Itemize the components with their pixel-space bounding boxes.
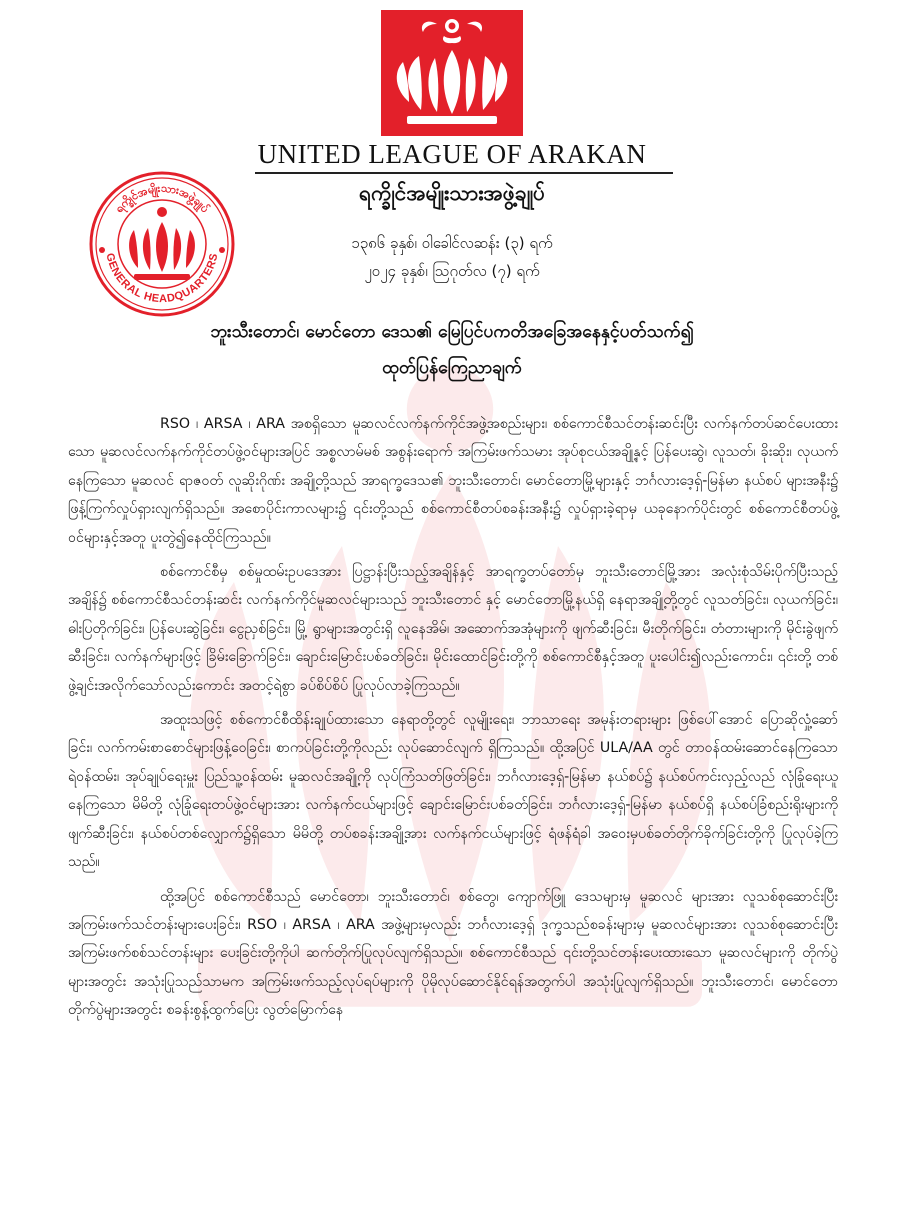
svg-text:GENERAL HEADQUARTERS: GENERAL HEADQUARTERS [103,251,221,306]
paragraph-4: ထို့အပြင် စစ်ကောင်စီသည် မောင်တော၊ ဘူးသီးတောင်၊ စစ်တွေ၊ ကျောက်ဖြူ ဒေသများမှ မူဆလင် များအား လူသစ်စုဆောင်းပြီး အကြမ်းဖက်သင်တန်းများပေးခြင်း၊ RSO ၊ ARSA ၊ ARA အဖွဲ့များမှလည်း ဘင်္ဂလားဒေ့ရှ် ဒုက္ခသည်စခန်းများမှ မူဆလင်များအား လူသစ်စုဆောင်းပြီး အကြမ်းဖက်စစ်သင်တန်းများ ပေးခြင်းတို့ကိုပါ ဆက်တိုက်ပြုလုပ်လျက်ရှိသည်။ စစ်ကောင်စီသည် ၎င်းတို့သင်တန်းပေးထားသော မူဆလင်များကို တိုက်ပွဲများအတွင်း အသုံးပြုသည်သာမက အကြမ်းဖက်သည့်လုပ်ရပ်များကို ပိုမိုလုပ်ဆောင်နိုင်ရန်အတွက်ပါ အသုံးပြုလျက်ရှိသည်။ ဘူးသီးတောင်၊ မောင်တော တိုက်ပွဲများအတွင်း စခန်းစွန့်ထွက်ပြေး လွတ်မြောက်နေ [68,888,838,1019]
paragraph-3: အထူးသဖြင့် စစ်ကောင်စီထိန်းချုပ်ထားသော နေရာတို့တွင် လူမျိုးရေး၊ ဘာသာရေး အမုန်းတရားများ ဖြစ်ပေါ်အောင် ပြောဆိုလှုံ့ဆော်ခြင်း၊ လက်ကမ်းစာစောင်များဖြန့်ဝေခြင်း၊ စာကပ်ခြင်းတို့ကိုလည်း လုပ်ဆောင်လျက် ရှိကြသည်။ ထို့အပြင် ULA/AA တွင် တာဝန်ထမ်းဆောင်နေကြသော ရဲဝန်ထမ်း၊ အုပ်ချုပ်ရေးမှူး ပြည်သူ့ဝန်ထမ်း မူဆလင်အချို့ကို လုပ်ကြံသတ်ဖြတ်ခြင်း၊ ဘင်္ဂလားဒေ့ရှ်-မြန်မာ နယ်စပ်၌ နယ်စပ်ကင်းလှည့်လည် လုံခြုံရေးယူ နေကြသော မိမိတို့ လုံခြုံရေးတပ်ဖွဲ့ဝင်များအား လက်နက်ငယ်များဖြင့် ချောင်းမြောင်းပစ်ခတ်ခြင်း၊ ဘင်္ဂလားဒေ့ရှ်-မြန်မာ နယ်စပ်ရှိ နယ်စပ်ခြံစည်းရိုးများကို ဖျက်ဆီးခြင်း၊ နယ်စပ်တစ်လျှောက်၌ရှိသော မိမိတို့ တပ်စခန်းအချို့အား လက်နက်ငယ်များဖြင့် ရံဖန်ရံခါ အဝေးမှပစ်ခတ်တိုက်ခိုက်ခြင်းတို့ကို ပြုလုပ်ခဲ့ကြသည်။ [68,712,838,871]
svg-text:ရက္ခိုင်အမျိုးသားအဖွဲ့ချုပ်: ရက္ခိုင်အမျိုးသားအဖွဲ့ချုပ် [112,181,212,216]
paragraph-1: RSO ၊ ARSA ၊ ARA အစရှိသော မူဆလင်လက်နက်ကိုင်အဖွဲ့အစည်းများ၊ စစ်ကောင်စီသင်တန်းဆင်းပြီး လက်နက်တပ်ဆင်ပေးထားသော မူဆလင်လက်နက်ကိုင်တပ်ဖွဲ့ဝင်များအပြင် အစ္စလာမ်မစ် အစွန်းရောက် အကြမ်းဖက်သမား အုပ်စုငယ်အချို့နှင့် ပြန်ပေးဆွဲ၊ လူသတ်၊ ခိုးဆိုး၊ လုယက်နေကြသော မူဆလင် ရာဇဝတ် လူဆိုးဂိုဏ်း အချို့တို့သည် အာရက္ခဒေသ၏ ဘူးသီးတောင်၊ မောင်တောမြို့များနှင့် ဘင်္ဂလားဒေ့ရှ်-မြန်မာ နယ်စပ် များအနီး၌ ဖြန့်ကြက်လှုပ်ရှားလျက်ရှိသည်။ အစောပိုင်းကာလများ၌ ၎င်းတို့သည် စစ်ကောင်စီတပ်စခန်းအနီး၌ လှုပ်ရှားခဲ့ရာမှ ယခုနောက်ပိုင်းတွင် စစ်ကောင်စီတပ်ဖွဲ့ဝင်များနှင့်အတူ ပူးတွဲ၍နေထိုင်ကြသည်။ [68,416,838,546]
date-gregorian: ၂၀၂၄ ခုနှစ်၊ ဩဂုတ်လ (၇) ရက် [364,262,540,280]
org-name-myanmar: ရက္ခိုင်အမျိုးသားအဖွဲ့ချုပ် [359,181,545,205]
paragraph-2: စစ်ကောင်စီမှ စစ်မှုထမ်းဥပဒေအား ပြဋ္ဌာန်းပြီးသည့်အချိန်နှင့် အာရက္ခတပ်တော်မှ ဘူးသီးတောင်မြို့အား အလုံးစုံသိမ်းပိုက်ပြီးသည့်အချိန်၌ စစ်ကောင်စီသင်တန်းဆင်း လက်နက်ကိုင်မူဆလင်များသည် ဘူးသီးတောင် နှင့် မောင်တောမြို့နယ်ရှိ နေရာအချို့တို့တွင် လူသတ်ခြင်း၊ လုယက်ခြင်း၊ ဓါးပြတိုက်ခြင်း၊ ပြန်ပေးဆွဲခြင်း၊ ငွေညှစ်ခြင်း၊ မြို့ ရွာများအတွင်းရှိ လူနေအိမ်၊ အဆောက်အအုံများကို ဖျက်ဆီးခြင်း၊ မီးတိုက်ခြင်း၊ တံတားများကို မိုင်းခွဲဖျက်ဆီးခြင်း၊ လက်နက်များဖြင့် ခြိမ်းခြောက်ခြင်း၊ ချောင်းမြောင်းပစ်ခတ်ခြင်း၊ မိုင်းထောင်ခြင်းတို့ကို စစ်ကောင်စီနှင့်အတူ ပူးပေါင်း၍လည်းကောင်း၊ ၎င်းတို့ တစ်ဖွဲ့ချင်းအလိုက်သော်လည်းကောင်း အတင့်ရဲစွာ ခပ်စိပ်စိပ် ပြုလုပ်လာခဲ့ကြသည်။ [68,564,838,694]
crown-emblem-icon [381,10,523,136]
statement-body [68,410,838,1031]
date-arakanese: ၁၃၈၆ ခုနှစ်၊ ဝါခေါင်လဆန်း (၃) ရက် [351,234,553,252]
header-divider [255,172,673,174]
statement-title-line-2: ထုတ်ပြန်ကြေညာချက် [382,358,522,378]
org-name-english: UNITED LEAGUE OF ARAKAN [257,139,647,169]
ula-logo [381,10,523,136]
statement-title-line-1: ဘူးသီးတောင်၊ မောင်တော ဒေသ၏ မြေပြင်ပကတိအခြေအနေနှင့်ပတ်သက်၍ [210,322,694,342]
